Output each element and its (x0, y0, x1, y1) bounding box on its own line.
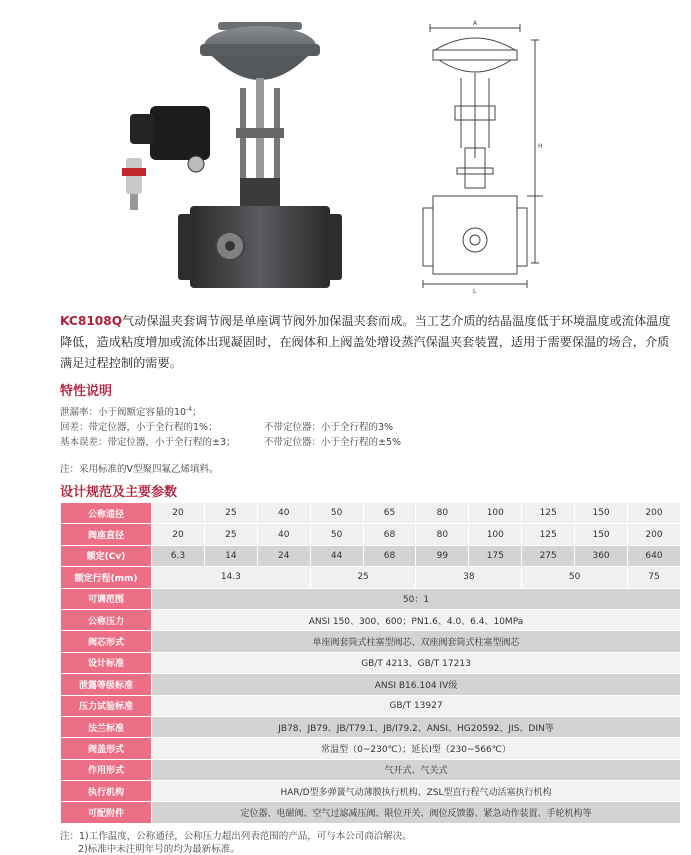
footer-note-2: 2)标准中未注明年号的均为最新标准。 (78, 844, 240, 855)
table-cell: 6.3 (152, 545, 205, 566)
table-row (61, 609, 681, 630)
table-cell: 68 (363, 524, 416, 545)
table-cell: 275 (522, 545, 575, 566)
table-cell: 175 (469, 545, 522, 566)
table-row (61, 802, 681, 823)
dim-l-label: L (473, 288, 477, 295)
table-row (61, 674, 681, 695)
table-cell: 38 (416, 567, 522, 588)
table-row (61, 588, 681, 609)
row-label: 法兰标准 (61, 716, 152, 737)
table-cell: 80 (416, 524, 469, 545)
row-label: 执行机构 (61, 781, 152, 802)
intro-paragraph (60, 311, 680, 374)
table-cell: 25 (204, 503, 257, 524)
row-label: 泄露等级标准 (61, 674, 152, 695)
row-label: 作用形式 (61, 759, 152, 780)
table-cell: 常温型（0~230℃）；延长Ⅰ型（230~566℃） (152, 738, 681, 759)
table-cell: 100 (469, 524, 522, 545)
table-row (61, 716, 681, 737)
table-cell: 200 (628, 503, 681, 524)
table-cell: 100 (469, 503, 522, 524)
row-label: 压力试验标准 (61, 695, 152, 716)
table-row (61, 545, 681, 566)
features-note: 注：采用标准的V型聚四氟乙烯填料。 (60, 464, 219, 475)
footer-note-1: 注：1)工作温度，公称通径，公称压力超出列表范围的产品，可与本公司商洽解决。 (60, 831, 412, 842)
table-row (61, 567, 681, 588)
row-label: 公称通径 (61, 503, 152, 524)
dim-a-label: A (473, 20, 478, 27)
dim-h-label: H (538, 143, 543, 150)
table-cell: 14.3 (152, 567, 311, 588)
row-label: 可调范围 (61, 588, 152, 609)
table-cell: 80 (416, 503, 469, 524)
row-label: 设计标准 (61, 652, 152, 673)
table-cell: GB/T 4213、GB/T 17213 (152, 652, 681, 673)
table-cell: 25 (310, 567, 416, 588)
table-cell: 44 (310, 545, 363, 566)
dimension-drawing (405, 18, 555, 296)
row-label: 公称压力 (61, 609, 152, 630)
row-label: 阀座直径 (61, 524, 152, 545)
valve-photo (100, 18, 360, 293)
table-cell: JB78、JB79、JB/T79.1、JB/I79.2、ANSI、HG20592、JIS、DIN等 (152, 716, 681, 737)
table-row (61, 631, 681, 652)
table-cell: 25 (204, 524, 257, 545)
table-cell: 150 (575, 503, 628, 524)
table-row (61, 781, 681, 802)
table-cell: 50：1 (152, 588, 681, 609)
table-row (61, 759, 681, 780)
row-label: 阀芯形式 (61, 631, 152, 652)
table-cell: 单座阀套筒式柱塞型阀芯、双座阀套筒式柱塞型阀芯 (152, 631, 681, 652)
table-cell: 40 (257, 503, 310, 524)
table-cell: 200 (628, 524, 681, 545)
spec-basic-error-no-positioner: 不带定位器：小于全行程的±5% (264, 437, 402, 448)
spec-basic-error: 基本误差：带定位器，小于全行程的±3； (60, 437, 236, 448)
table-cell: 50 (310, 524, 363, 545)
table-cell: 360 (575, 545, 628, 566)
table-cell: 99 (416, 545, 469, 566)
table-row (61, 695, 681, 716)
row-label: 额定行程(mm) (61, 567, 152, 588)
table-cell: 14 (204, 545, 257, 566)
table-cell: 50 (522, 567, 628, 588)
table-row (61, 524, 681, 545)
table-cell: 20 (152, 503, 205, 524)
row-label: 可配附件 (61, 802, 152, 823)
table-cell: 640 (628, 545, 681, 566)
model-name: KC8108Q (60, 314, 123, 328)
table-cell: ANSI B16.104 IV级 (152, 674, 681, 695)
row-label: 阀盖形式 (61, 738, 152, 759)
table-cell: HAR/D型多弹簧气动薄膜执行机构、ZSL型直行程气动活塞执行机构 (152, 781, 681, 802)
table-cell: ANSI 150、300、600；PN1.6、4.0、6.4、10MPa (152, 609, 681, 630)
table-cell: 40 (257, 524, 310, 545)
table-row (61, 503, 681, 524)
table-cell: 50 (310, 503, 363, 524)
table-row (61, 738, 681, 759)
table-cell: 定位器、电磁阀、空气过滤减压阀、限位开关、阀位反馈器、紧急动作装置、手轮机构等 (152, 802, 681, 823)
table-cell: 68 (363, 545, 416, 566)
params-table (60, 502, 681, 824)
table-cell: 150 (575, 524, 628, 545)
table-cell: 75 (628, 567, 681, 588)
spec-hysteresis-no-positioner: 不带定位器：小于全行程的3% (264, 422, 394, 433)
intro-text: 气动保温夹套调节阀是单座调节阀外加保温夹套而成。当工艺介质的结晶温度低于环境温度或流体温度降低，造成粘度增加或流体出现凝固时，在阀体和上阀盖处增设蒸汽保温夹套装置，适用于需要保温的场合，介质满足过程控制的需要。 (60, 314, 671, 370)
table-row (61, 652, 681, 673)
table-cell: GB/T 13927 (152, 695, 681, 716)
table-cell: 125 (522, 524, 575, 545)
table-cell: 125 (522, 503, 575, 524)
row-label: 额定(Cv) (61, 545, 152, 566)
spec-leak: 泄漏率：小于阀额定容量的$10^{-4}$； (60, 405, 202, 418)
table-cell: 20 (152, 524, 205, 545)
table-cell: 24 (257, 545, 310, 566)
features-title: 特性说明 (60, 384, 113, 399)
spec-hysteresis: 回差：带定位器，小于全行程的1%； (60, 422, 218, 433)
table-cell: 气开式、气关式 (152, 759, 681, 780)
table-cell: 65 (363, 503, 416, 524)
params-title: 设计规范及主要参数 (60, 485, 178, 500)
